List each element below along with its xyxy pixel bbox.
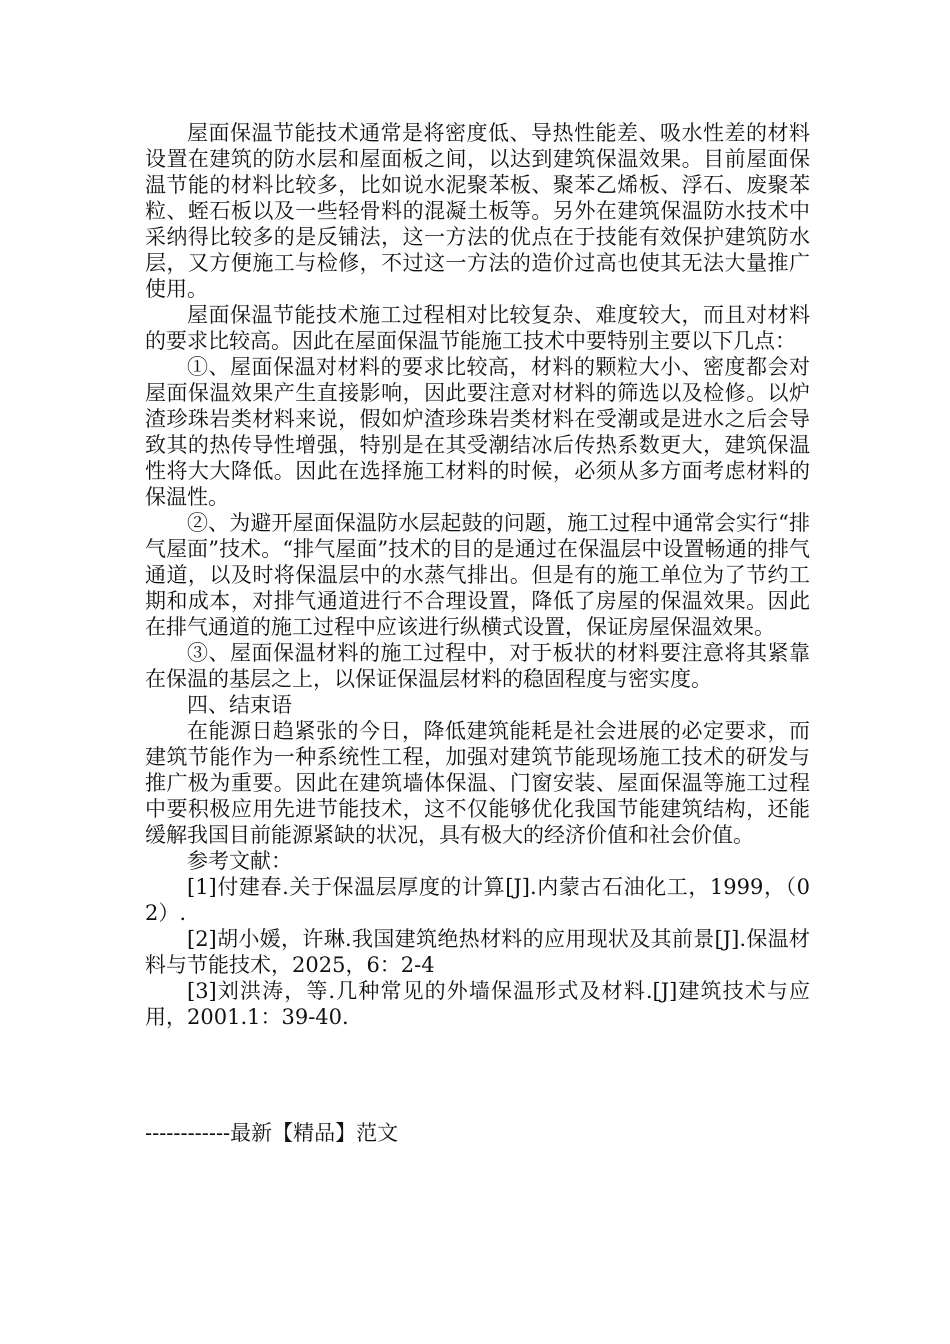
paragraph-point-3: ③、屋面保温材料的施工过程中，对于板状的材料要注意将其紧靠在保温的基层之上，以保证保温层材料的稳固程度与密实度。	[145, 641, 810, 691]
reference-item-1: [1]付建春.关于保温层厚度的计算[J].内蒙古石油化工，1999，（02）.	[145, 875, 810, 925]
references-heading: 参考文献：	[187, 849, 292, 873]
paragraph-point-1: ①、屋面保温对材料的要求比较高，材料的颗粒大小、密度都会对屋面保温效果产生直接影响，因此要注意对材料的筛选以及检修。以炉渣珍珠岩类材料来说，假如炉渣珍珠岩类材料在受潮或是进水之后会导致其的热传导性增强，特别是在其受潮结冰后传热系数更大，建筑保温性将大大降低。因此在选择施工材料的时候，必须从多方面考虑材料的保温性。	[145, 355, 810, 509]
reference-item-3: [3]刘洪涛，等.几种常见的外墙保温形式及材料.[J]建筑技术与应用，2001.1：39-40.	[145, 979, 810, 1029]
paragraph-conclusion: 在能源日趋紧张的今日，降低建筑能耗是社会进展的必定要求，而建筑节能作为一种系统性工程，加强对建筑节能现场施工技术的研发与推广极为重要。因此在建筑墙体保温、门窗安装、屋面保温等施工过程中要积极应用先进节能技术，这不仅能够优化我国节能建筑结构，还能缓解我国目前能源紧缺的状况，具有极大的经济价值和社会价值。	[145, 719, 810, 847]
page-footer: ------------最新【精品】范文	[145, 1121, 399, 1145]
reference-item-2: [2]胡小媛，许琳.我国建筑绝热材料的应用现状及其前景[J].保温材料与节能技术，2025，6：2-4	[145, 927, 810, 977]
document-body	[145, 120, 810, 1030]
paragraph-roof-construction-points: 屋面保温节能技术施工过程相对比较复杂、难度较大，而且对材料的要求比较高。因此在屋面保温节能施工技术中要特别主要以下几点：	[145, 303, 810, 353]
paragraph-roof-insulation-intro: 屋面保温节能技术通常是将密度低、导热性能差、吸水性差的材料设置在建筑的防水层和屋面板之间，以达到建筑保温效果。目前屋面保温节能的材料比较多，比如说水泥聚苯板、聚苯乙烯板、浮石、废聚苯粒、蛭石板以及一些轻骨料的混凝土板等。另外在建筑保温防水技术中采纳得比较多的是反铺法，这一方法的优点在于技能有效保护建筑防水层，又方便施工与检修，不过这一方法的造价过高也使其无法大量推广使用。	[145, 121, 810, 301]
section-heading-conclusion: 四、结束语	[187, 693, 292, 717]
paragraph-point-2: ②、为避开屋面保温防水层起鼓的问题，施工过程中通常会实行“排气屋面”技术。“排气屋面”技术的目的是通过在保温层中设置畅通的排气通道，以及时将保温层中的水蒸气排出。但是有的施工单位为了节约工期和成本，对排气通道进行不合理设置，降低了房屋的保温效果。因此在排气通道的施工过程中应该进行纵横式设置，保证房屋保温效果。	[145, 511, 810, 639]
